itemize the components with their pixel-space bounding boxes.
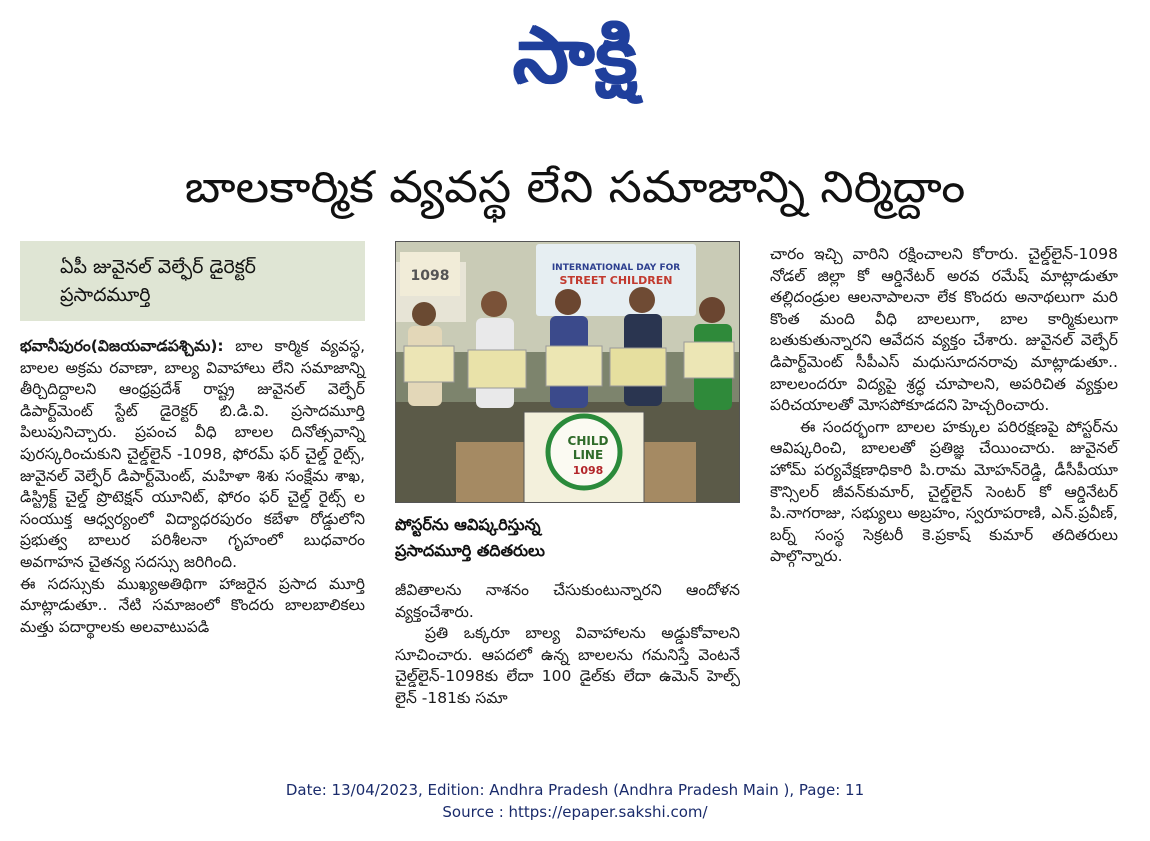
caption-line-2: ప్రసాదమూర్తి తదితరులు (395, 541, 545, 560)
paragraph-4: ప్రతి ఒక్కరూ బాల్య వివాహాలను అడ్డుకోవాలని సూచించారు. ఆపదలో ఉన్న బాలలను గమనిస్తే వెంటనే చైల్డ్‌లైన్-1098కు లేదా 100 డైల్‌కు లేదా ఉమెన్ హెల్ప్ లైన్ -181కు సమా (395, 624, 740, 707)
wall-poster-text: 1098 (410, 268, 450, 284)
paragraph-2: ఈ సదస్సుకు ముఖ్యఅతిథిగా హాజరైన ప్రసాద మూర్తి మాట్లాడుతూ.. నేటి సమాజంలో కొందరు బాలబాలికలు మత్తు పదార్థాలకు అలవాటుపడి (20, 574, 365, 636)
paragraph-1 (20, 336, 365, 574)
article-photo (395, 241, 740, 503)
paragraph-1-text: బాల కార్మిక వ్యవస్థ, బాలల అక్రమ రవాణా, బాల్య వివాహాలు లేని సమాజాన్ని తీర్చిదిద్దాలని ఆంధ్రప్రదేశ్ రాష్ట్ర జువైనల్ వెల్ఫేర్ డిపార్ట్‌మెంట్ స్టేట్ డైరెక్టర్ బి.డి.వి. ప్రసాదమూర్తి పిలుపునిచ్చారు. ప్రపంచ వీధి బాలల దినోత్సవాన్ని పురస్కరించుకుని చైల్డ్‌లైన్ -1098, ఫోరమ్ ఫర్ చైల్డ్ రైట్స్, జువైనల్ వెల్ఫేర్ డిపార్ట్‌మెంట్, మహిళా శిశు సంక్షేమ శాఖ, డిస్ట్రిక్ట్ చైల్డ్ ప్రొటెక్షన్ యూనిట్, ఫోరం ఫర్ చైల్డ్ రైట్స్ ‌ల సంయుక్త ఆధ్వర్యంలో విద్యాధరపురం కబేళా రోడ్డులోని ప్రభుత్వ బాలుర పరిశీలనా గృహంలో బుధవారం అవగాహన చైతన్య సదస్సు జరిగింది. (20, 337, 365, 571)
article-headline: బాలకార్మిక వ్యవస్థ లేని సమాజాన్ని నిర్మిద్దాం (184, 162, 966, 213)
wall-poster-numbers (400, 252, 460, 296)
banner-text-2: STREET CHILDREN (559, 274, 673, 287)
subhead-line-1: ఏపీ జువైనల్ వెల్ఫేర్ డైరెక్టర్ (60, 256, 256, 278)
caption-line-1: పోస్టర్‌ను ఆవిష్కరిస్తున్న (395, 515, 541, 534)
childline-logo-board (524, 412, 644, 503)
article-column-2 (395, 580, 740, 710)
footer-date-edition: Date: 13/04/2023, Edition: Andhra Pradesh (Andhra Pradesh Main ), Page: 11 (285, 781, 865, 799)
logo-number: 1098 (572, 464, 604, 477)
subhead-line-2: ప్రసాదమూర్తి (60, 284, 151, 306)
article-column-3 (770, 244, 1118, 568)
logo-text-2: LINE (572, 448, 604, 462)
photo-caption (395, 512, 740, 564)
paragraph-3: జీవితాలను నాశనం చేసుకుంటున్నారని ఆందోళన వ్యక్తంచేశారు. (395, 581, 740, 621)
footer-source: Source : https://epaper.sakshi.com/ (442, 803, 708, 821)
photo-illustration (396, 242, 740, 503)
paragraph-6: ఈ సందర్భంగా బాలల హక్కుల పరిరక్షణపై పోస్టర్‌ను ఆవిష్కరించి, బాలలతో ప్రతిజ్ఞ చేయించారు. జువైనల్ హోమ్ పర్యవేక్షణాధికారి పి.రామ మోహన్‌రెడ్డి, డీసీపీయూ కౌన్సిలర్ జీవన్‌కుమార్, చైల్డ్‌లైన్ సెంటర్ కో ఆర్డినేటర్ పి.నాగరాజు, సభ్యులు అబ్రహం, స్వరూపరాణి, ఎన్.ప్రవీణ్, బర్న్ సంస్థ సెక్రటరీ కె.ప్రకాష్ కుమార్ తదితరులు పాల్గొన్నారు. (770, 417, 1118, 566)
paragraph-5: చారం ఇచ్చి వారిని రక్షించాలని కోరారు. చైల్డ్‌లైన్-1098 నోడల్ జిల్లా కో ఆర్డినేటర్ అరవ రమేష్ మాట్లాడుతూ తల్లిదండ్రుల ఆలనాపాలనా లేక కొందరు అనాథలుగా మరి కొంత మంది వీధి బాలలుగా, బాల కార్మికులుగా బతుకుతున్నారని ఆవేదన వ్యక్తం చేశారు. జువైనల్ వెల్ఫేర్ డిపార్ట్‌మెంట్ సీపీఎస్ మధుసూదనరావు మాట్లాడుతూ.. బాలలందరూ విద్యపై శ్రద్ధ చూపాలని, అపరిచిత వ్యక్తుల పరిచయాలతో మోసపోకూడదని హెచ్చరించారు. (770, 245, 1118, 415)
logo-text-1: CHILD (567, 434, 609, 448)
masthead-logo: సాక్షి (512, 11, 638, 101)
article-subhead-box (20, 241, 365, 321)
dateline: భవానీపురం(విజయవాడపశ్చిమ): (20, 337, 224, 355)
article-column-1 (20, 336, 365, 638)
banner-text-1: INTERNATIONAL DAY FOR (551, 263, 681, 273)
